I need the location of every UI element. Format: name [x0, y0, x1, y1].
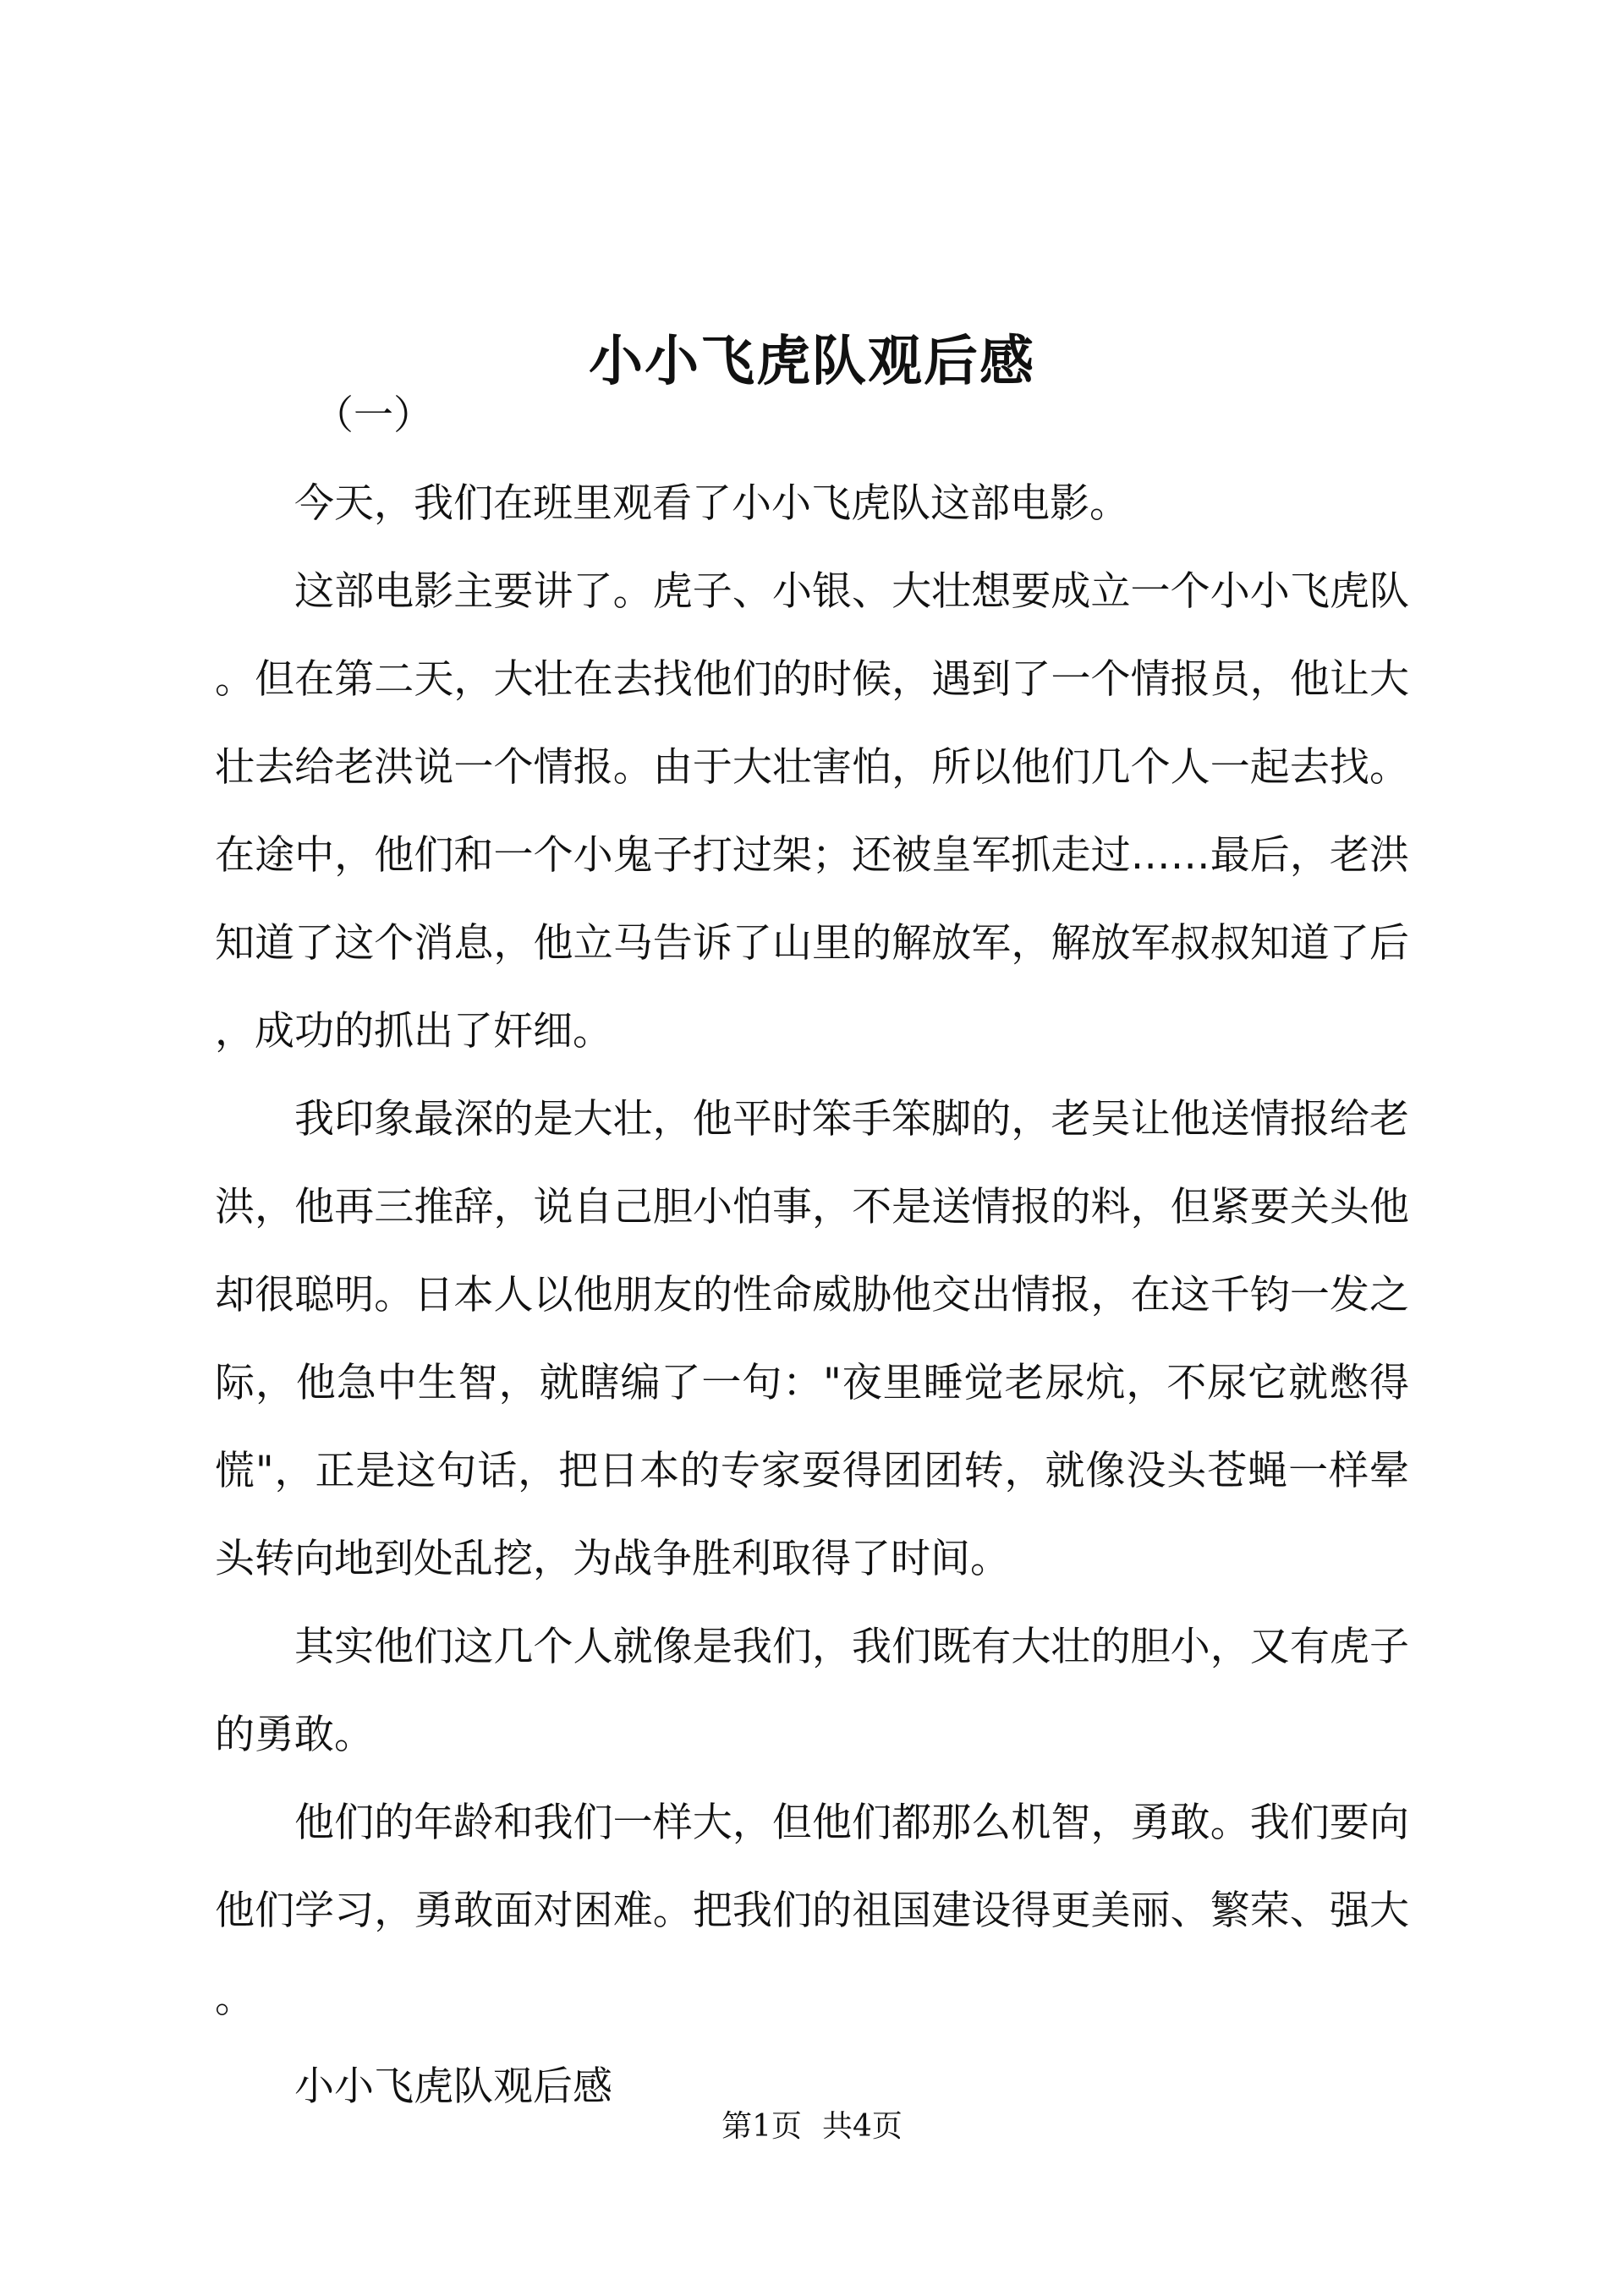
paragraph-6-subtitle: 小小飞虎队观后感	[294, 2063, 612, 2110]
paragraph-4: 其实他们这几个人就像是我们，我们既有大壮的胆小，又有虎子的勇敢。	[215, 1624, 1409, 1758]
page-number-total: 共4页	[822, 2109, 903, 2144]
page-title: 小小飞虎队观后感	[589, 329, 1035, 393]
page-footer	[0, 2106, 1624, 2148]
document-body	[215, 372, 1409, 2131]
paragraph-5: 他们的年龄和我们一样大，但他们都那么机智，勇敢。我们要向他们学习，勇敢面对困难。把我们的祖国建设得更美丽、繁荣、强大。	[215, 1800, 1409, 2022]
paragraph-2: 这部电影主要讲了。虎子、小银、大壮想要成立一个小小飞虎队。但在第二天，大壮在去找他们的时候，遇到了一个情报员，他让大壮去给老洪说一个情报。由于大壮害怕，所以他们几个人一起去找。在途中，他们和一个小鬼子打过架；还被皇军抓走过……最后，老洪知道了这个消息，他立马告诉了山里的解放军，解放军叔叔知道了后，成功的抓出了奸细。	[215, 568, 1409, 1055]
paragraph-1: 今天，我们在班里观看了小小飞虎队这部电影。	[294, 480, 1129, 527]
paragraph-3: 我印象最深的是大壮，他平时笨手笨脚的，老吴让他送情报给老洪，他再三推辞，说自己胆小怕事，不是送情报的料，但紧要关头他却很聪明。日本人以他朋友的性命威胁他交出情报，在这千钧一发之际，他急中生智，就瞎编了一句："夜里睡觉老尿炕，不尿它就憋得慌"，正是这句话，把日本的专家耍得团团转，就像没头苍蝇一样晕头转向地到处乱挖，为战争胜利取得了时间。	[215, 1096, 1409, 1582]
page-number-current: 第1页	[721, 2109, 802, 2144]
section-label: （一）	[314, 392, 433, 439]
